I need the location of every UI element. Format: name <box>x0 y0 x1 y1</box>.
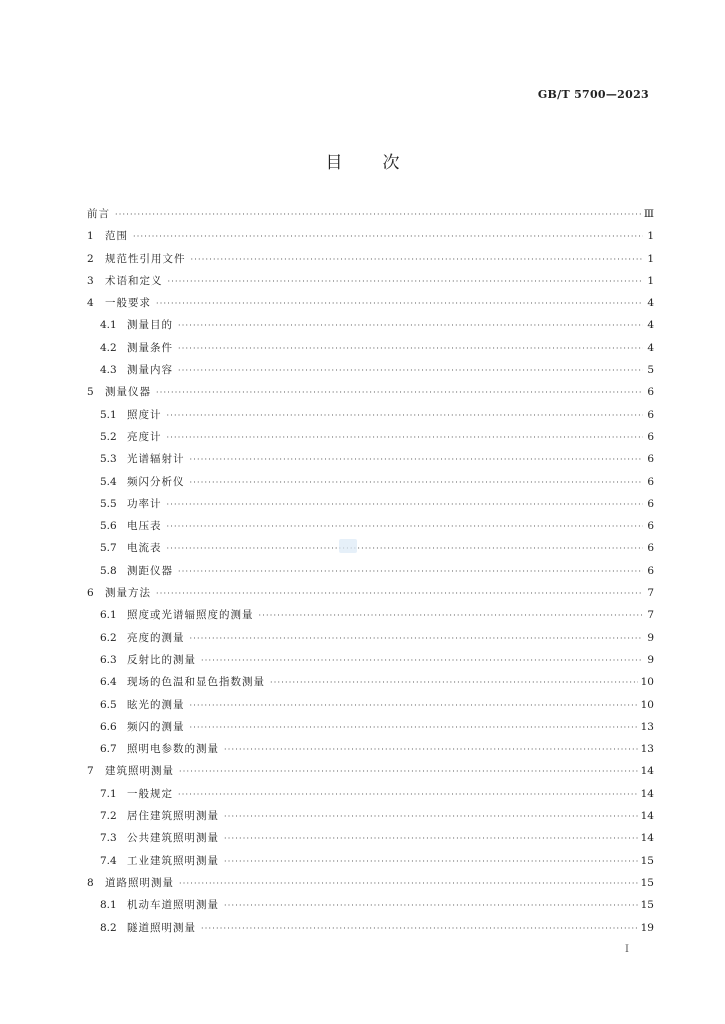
toc-entry-label: 电流表 <box>127 542 162 555</box>
toc-entry[interactable] <box>87 270 654 292</box>
toc-dot-leader <box>115 204 641 226</box>
toc-entry-label: 频闪分析仪 <box>127 475 185 488</box>
toc-dot-leader <box>190 449 644 471</box>
toc-entry-page: 7 <box>647 609 654 622</box>
toc-entry-page: 10 <box>640 676 654 689</box>
toc-entry-label: 测量条件 <box>127 341 173 354</box>
toc-entry-label: 术语和定义 <box>105 274 163 287</box>
toc-dot-leader <box>178 561 643 583</box>
toc-entry[interactable] <box>87 359 654 381</box>
toc-entry-number: 6.6 <box>100 720 117 733</box>
toc-entry[interactable] <box>87 582 654 604</box>
toc-entry-number: 5.1 <box>100 408 117 421</box>
toc-entry-label: 建筑照明测量 <box>105 765 174 778</box>
toc-entry-number: 5.5 <box>100 497 117 510</box>
toc-entry-label: 亮度的测量 <box>127 631 185 644</box>
toc-entry[interactable] <box>87 604 654 626</box>
toc-dot-leader <box>224 739 638 761</box>
toc-entry[interactable] <box>87 850 654 872</box>
toc-entry-number: 7.1 <box>100 787 117 800</box>
toc-dot-leader <box>178 360 643 382</box>
toc-entry-number: 6.4 <box>100 676 117 689</box>
toc-entry[interactable] <box>87 203 654 225</box>
watermark-logo <box>339 539 357 553</box>
toc-entry-page: 6 <box>647 453 654 466</box>
standard-number: GB/T 5700—2023 <box>537 88 649 101</box>
toc-dot-leader <box>167 538 644 560</box>
toc-entry[interactable] <box>87 537 654 559</box>
toc-entry-number: 6.5 <box>100 698 117 711</box>
toc-entry[interactable] <box>87 805 654 827</box>
toc-dot-leader <box>156 583 643 605</box>
toc-entry[interactable] <box>87 738 654 760</box>
toc-entry-page: 6 <box>647 542 654 555</box>
toc-entry[interactable] <box>87 671 654 693</box>
toc-entry[interactable] <box>87 381 654 403</box>
toc-entry-page: 6 <box>647 497 654 510</box>
toc-entry[interactable] <box>87 426 654 448</box>
toc-dot-leader <box>201 918 638 940</box>
toc-dot-leader <box>224 895 638 917</box>
toc-entry-label: 前言 <box>87 208 110 220</box>
toc-entry-page: 9 <box>647 631 654 644</box>
toc-dot-leader <box>190 628 644 650</box>
toc-entry-number: 5.4 <box>100 475 117 488</box>
toc-dot-leader <box>133 226 643 248</box>
toc-entry[interactable] <box>87 404 654 426</box>
toc-entry-label: 电压表 <box>127 520 162 533</box>
toc-entry-label: 测量内容 <box>127 364 173 377</box>
toc-entry-number: 4.2 <box>100 341 117 354</box>
toc-entry-label: 公共建筑照明测量 <box>127 832 219 845</box>
toc-entry-label: 光谱辐射计 <box>127 453 185 466</box>
toc-entry-label: 照明电参数的测量 <box>127 743 219 756</box>
toc-entry[interactable] <box>87 827 654 849</box>
toc-entry[interactable] <box>87 448 654 470</box>
toc-entry[interactable] <box>87 493 654 515</box>
toc-dot-leader <box>224 828 638 850</box>
toc-entry-number: 7 <box>87 765 94 778</box>
toc-entry-number: 1 <box>87 230 94 243</box>
toc-dot-leader <box>190 472 644 494</box>
toc-entry[interactable] <box>87 314 654 336</box>
toc-entry-page: 1 <box>647 252 654 265</box>
toc-entry[interactable] <box>87 560 654 582</box>
toc-entry-label: 测距仪器 <box>127 564 173 577</box>
toc-entry[interactable] <box>87 337 654 359</box>
toc-dot-leader <box>167 427 644 449</box>
toc-entry-page: 6 <box>647 564 654 577</box>
toc-entry-page: 7 <box>647 587 654 600</box>
toc-entry[interactable] <box>87 894 654 916</box>
toc-entry-page: 1 <box>647 230 654 243</box>
toc-entry[interactable] <box>87 515 654 537</box>
toc-entry-label: 测量仪器 <box>105 386 151 399</box>
toc-entry-label: 功率计 <box>127 497 162 510</box>
toc-dot-leader <box>168 271 644 293</box>
toc-entry-label: 眩光的测量 <box>127 698 185 711</box>
toc-entry-label: 现场的色温和显色指数测量 <box>127 676 265 689</box>
toc-entry-number: 5.3 <box>100 453 117 466</box>
toc-entry-page: 6 <box>647 408 654 421</box>
toc-entry-page: 10 <box>640 698 654 711</box>
toc-entry-number: 5.7 <box>100 542 117 555</box>
toc-entry-page: 13 <box>640 743 654 756</box>
toc-entry-page: 1 <box>647 274 654 287</box>
toc-dot-leader <box>224 851 638 873</box>
toc-entry[interactable] <box>87 694 654 716</box>
page-title: 目次 <box>325 153 440 173</box>
toc-entry[interactable] <box>87 649 654 671</box>
toc-dot-leader <box>190 695 638 717</box>
toc-entry[interactable] <box>87 627 654 649</box>
toc-entry-number: 7.3 <box>100 832 117 845</box>
toc-entry-page: 6 <box>647 520 654 533</box>
toc-entry-page: 6 <box>647 475 654 488</box>
toc-entry-page: 14 <box>640 787 654 800</box>
toc-dot-leader <box>178 338 643 360</box>
toc-entry-number: 2 <box>87 252 94 265</box>
toc-dot-leader <box>167 494 644 516</box>
toc-entry-number: 4.3 <box>100 364 117 377</box>
toc-entry[interactable] <box>87 917 654 939</box>
toc-entry-page: 14 <box>640 765 654 778</box>
toc-entry-label: 居住建筑照明测量 <box>127 810 219 823</box>
toc-dot-leader <box>167 405 644 427</box>
toc-dot-leader <box>224 806 638 828</box>
toc-entry-number: 5.6 <box>100 520 117 533</box>
toc-entry-label: 频闪的测量 <box>127 720 185 733</box>
toc-entry-number: 7.4 <box>100 854 117 867</box>
toc-entry-number: 4.1 <box>100 319 117 332</box>
toc-dot-leader <box>259 605 644 627</box>
toc-entry[interactable] <box>87 248 654 270</box>
toc-dot-leader <box>191 249 644 271</box>
toc-entry-number: 6.7 <box>100 743 117 756</box>
toc-entry-number: 4 <box>87 297 94 310</box>
toc-dot-leader <box>270 672 638 694</box>
toc-entry-page: 14 <box>640 832 654 845</box>
toc-entry-page: 6 <box>647 430 654 443</box>
toc-entry-page: 15 <box>640 876 654 889</box>
toc-entry-label: 机动车道照明测量 <box>127 899 219 912</box>
toc-entry-label: 反射比的测量 <box>127 653 196 666</box>
toc-entry[interactable] <box>87 225 654 247</box>
toc-entry-number: 6.1 <box>100 609 117 622</box>
toc-entry-label: 道路照明测量 <box>105 876 174 889</box>
toc-entry-page: 4 <box>647 341 654 354</box>
toc-entry-label: 隧道照明测量 <box>127 921 196 934</box>
toc-entry-label: 测量方法 <box>105 587 151 600</box>
toc-entry-page: 13 <box>640 720 654 733</box>
toc-entry-page: 19 <box>640 921 654 934</box>
toc-entry-number: 6.2 <box>100 631 117 644</box>
toc-entry[interactable] <box>87 872 654 894</box>
toc-dot-leader <box>156 293 643 315</box>
toc-entry-label: 工业建筑照明测量 <box>127 854 219 867</box>
toc-entry-page: 5 <box>647 364 654 377</box>
toc-entry-page: 9 <box>647 653 654 666</box>
toc-entry-number: 6 <box>87 587 94 600</box>
toc-entry-number: 5 <box>87 386 94 399</box>
toc-dot-leader <box>190 717 638 739</box>
toc-entry-page: Ⅲ <box>643 208 654 220</box>
toc-entry-page: 6 <box>647 386 654 399</box>
toc-entry-label: 范围 <box>105 230 128 243</box>
toc-entry-number: 8.1 <box>100 899 117 912</box>
toc-entry-number: 7.2 <box>100 810 117 823</box>
toc-dot-leader <box>179 761 638 783</box>
toc-dot-leader <box>178 784 638 806</box>
toc-entry-label: 测量目的 <box>127 319 173 332</box>
table-of-contents <box>87 203 654 939</box>
toc-entry[interactable] <box>87 471 654 493</box>
toc-entry-label: 照度计 <box>127 408 162 421</box>
toc-entry-page: 15 <box>640 854 654 867</box>
toc-dot-leader <box>201 650 643 672</box>
toc-entry-number: 3 <box>87 274 94 287</box>
toc-dot-leader <box>179 873 638 895</box>
toc-entry[interactable] <box>87 292 654 314</box>
toc-entry-page: 4 <box>647 297 654 310</box>
toc-entry[interactable] <box>87 783 654 805</box>
toc-entry-label: 一般要求 <box>105 297 151 310</box>
toc-entry-label: 亮度计 <box>127 430 162 443</box>
toc-entry-number: 8.2 <box>100 921 117 934</box>
footer-page-number: I <box>625 944 629 955</box>
toc-dot-leader <box>167 516 644 538</box>
toc-entry[interactable] <box>87 716 654 738</box>
toc-entry-number: 8 <box>87 876 94 889</box>
toc-entry-number: 5.8 <box>100 564 117 577</box>
toc-entry-page: 15 <box>640 899 654 912</box>
toc-entry-number: 6.3 <box>100 653 117 666</box>
toc-dot-leader <box>156 382 643 404</box>
toc-entry-page: 14 <box>640 810 654 823</box>
toc-entry-page: 4 <box>647 319 654 332</box>
toc-entry-number: 5.2 <box>100 430 117 443</box>
toc-entry-label: 规范性引用文件 <box>105 252 186 265</box>
toc-dot-leader <box>178 315 643 337</box>
toc-entry-label: 照度或光谱辐照度的测量 <box>127 609 254 622</box>
toc-entry-label: 一般规定 <box>127 787 173 800</box>
toc-entry[interactable] <box>87 760 654 782</box>
